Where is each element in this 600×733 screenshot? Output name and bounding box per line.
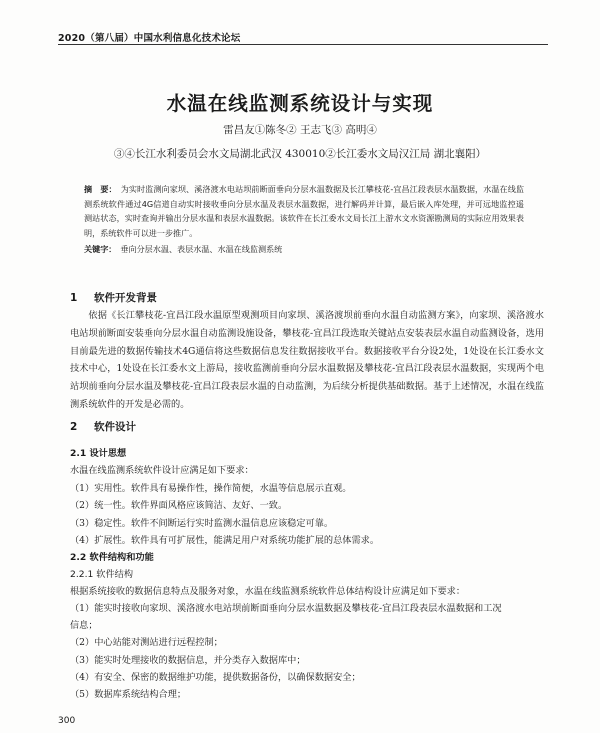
list-item: （1）实用性。软件具有易操作性，操作简便，水温等信息展示直观。 bbox=[70, 483, 352, 494]
list-item: （4）扩展性。软件具有可扩展性，能满足用户对系统功能扩展的总体需求。 bbox=[70, 535, 380, 546]
list-item: （1）能实时接收向家坝、溪洛渡水电站坝前断面垂向分层水温数据及攀枝花-宜昌江段表层水温数据和工况 bbox=[70, 603, 502, 614]
keywords bbox=[84, 244, 534, 255]
list-item: （4）有安全、保密的数据维护功能，提供数据备份，以确保数据安全； bbox=[70, 672, 361, 683]
list-item: （3）能实时处理接收的数据信息，并分类存入数据库中； bbox=[70, 655, 306, 666]
keywords-text: 垂向分层水温、表层水温、水温在线监测系统 bbox=[120, 244, 283, 254]
section-2-heading bbox=[70, 419, 136, 434]
list-item: （2）中心站能对测站进行远程控制； bbox=[70, 637, 223, 648]
keywords-label: 关键字： bbox=[84, 244, 117, 254]
author-list: 雷昌友①陈冬② 王志飞③ 高明④ bbox=[223, 124, 377, 136]
section-2-number: 2 bbox=[70, 421, 78, 433]
subsection-2-2-1-intro: 根据系统接收的数据信息特点及服务对象，水温在线监测系统软件总体结构设计应满足如下要求： bbox=[70, 586, 466, 597]
subsection-2-1-title: 2.1 设计思想 bbox=[70, 448, 127, 459]
section-2-title: 软件设计 bbox=[94, 421, 136, 433]
abstract-label: 摘 要： bbox=[84, 184, 117, 194]
subsection-2-1-intro: 水温在线监测系统软件设计应满足如下要求： bbox=[70, 465, 254, 476]
abstract-text: 为实时监测向家坝、溪洛渡水电站坝前断面垂向分层水温数据及长江攀枝花-宜昌江段表层水温数据，水温在线监测系统软件通过4G信道自动实时接收垂向分层水温及表层水温数据，进行解码并计算，最后嵌入库处理，并可远地监控遥测站状态，实时查询并输出分层水温和表层水温数据。该软件在长江委水文局长江上游水文水资源勘测局的实际应用效果表明，系统软件可以进一步推广。 bbox=[84, 184, 524, 238]
list-item: （5）数据库系统结构合理； bbox=[70, 689, 187, 700]
list-item-continuation: 信息； bbox=[70, 620, 98, 631]
affiliations: ③④长江水利委员会水文局湖北武汉 430010②长江委水文局汉江局 湖北襄阳） bbox=[113, 148, 487, 160]
paper-title: 水温在线监测系统设计与实现 bbox=[166, 92, 434, 115]
subsection-2-2-1-title: 2.2.1 软件结构 bbox=[70, 569, 134, 580]
section-1-number: 1 bbox=[70, 292, 78, 304]
header-rule bbox=[58, 44, 548, 45]
list-item: （2）统一性。软件界面风格应该简洁、友好、一致。 bbox=[70, 500, 288, 511]
list-item: （3）稳定性。软件不间断运行实时监测水温信息应该稳定可靠。 bbox=[70, 518, 334, 529]
subsection-2-2-title: 2.2 软件结构和功能 bbox=[70, 552, 154, 563]
section-1-heading bbox=[70, 290, 157, 305]
section-1-paragraph: 依据《长江攀枝花-宜昌江段水温原型观测项目向家坝、溪洛渡坝前垂向水温自动监测方案》，向家坝、溪洛渡水电站坝前断面安装垂向分层水温自动监测设施设备，攀枝花-宜昌江段选取关键站点安装表层水温自动监测设备，选用目前最先进的数据传输技术4G通信将这些数据信息发往数据接收平台。数据接收平台分设2处，1处设在长江委水文技术中心，1处设在长江委水文上游局，接收监测前垂向分层水温数据及攀枝花-宜昌江段表层水温数据，实现两个电站坝前垂向分层水温及攀枝花-宜昌江段表层水温的自动监测，为后续分析提供基础数据。基于上述情况，水温在线监测系统软件的开发是必需的。 bbox=[70, 310, 544, 410]
page-number: 300 bbox=[58, 716, 76, 726]
running-header: 2020（第八届）中国水利信息化技术论坛 bbox=[58, 33, 241, 44]
abstract bbox=[84, 182, 524, 240]
section-1-title: 软件开发背景 bbox=[94, 292, 157, 304]
